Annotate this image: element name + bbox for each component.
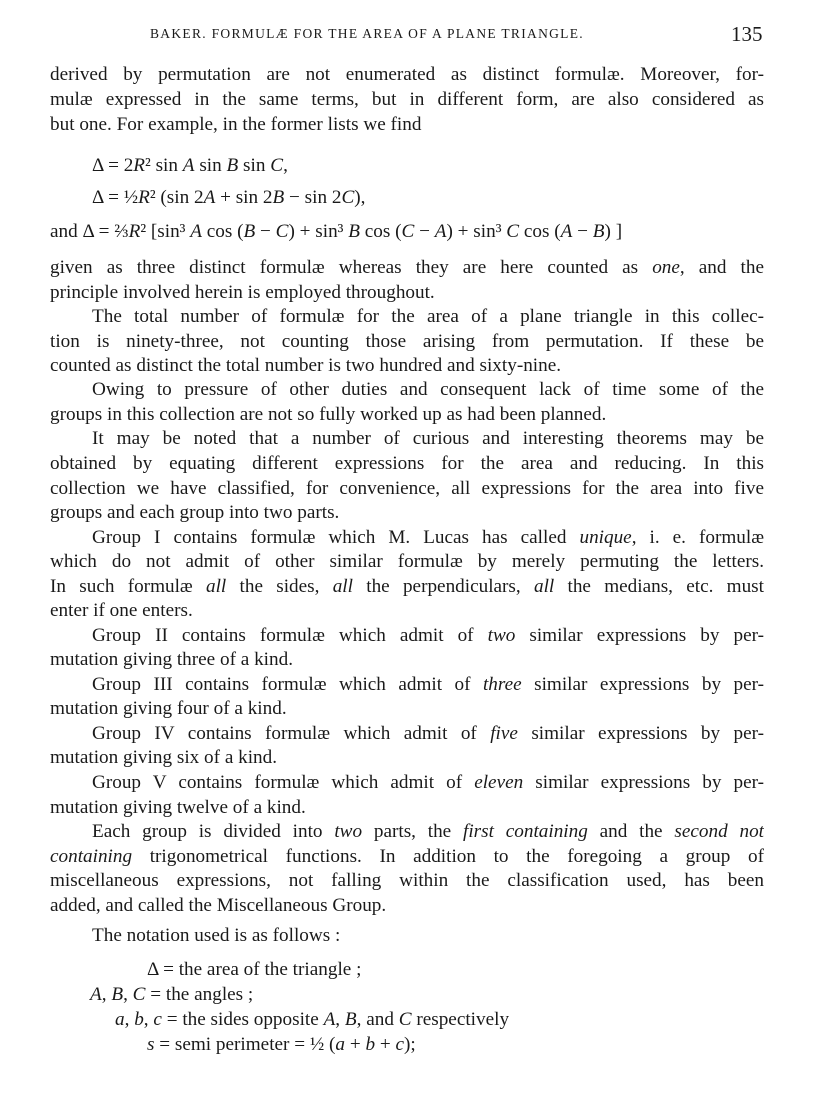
text-run: Δ = the area of the triangle ; <box>147 959 362 980</box>
text-run: Group III contains formulæ which admit of <box>92 674 483 695</box>
text-run: Each group is divided into <box>92 821 335 842</box>
text-run: similar expressions by per- <box>517 723 764 744</box>
text-line <box>92 186 764 210</box>
text-run: derived by permutation are not enumerated as distinct formulæ. Moreover, for- <box>50 64 764 85</box>
text-line <box>50 599 764 623</box>
text-line <box>50 796 764 820</box>
text-run: , <box>143 1009 154 1030</box>
text-run: + <box>375 1034 396 1055</box>
text-line <box>92 427 764 451</box>
text-run: , <box>123 984 133 1005</box>
text-line <box>92 526 764 550</box>
text-run: Group II contains formulæ which admit of <box>92 625 488 646</box>
text-run: given as three distinct formulæ whereas they are here counted as <box>50 257 653 278</box>
text-run: similar expressions by per- <box>521 674 764 695</box>
text-run: sin <box>238 155 271 176</box>
text-line <box>50 746 764 770</box>
text-run: added, and called the Miscellaneous Group. <box>50 895 387 916</box>
italic-text: c <box>395 1034 404 1055</box>
text-run: enter if one enters. <box>50 600 193 621</box>
text-line <box>50 648 764 672</box>
italic-text: five <box>490 723 518 744</box>
text-line <box>92 924 764 948</box>
italic-text: A <box>203 187 216 208</box>
text-line <box>50 697 764 721</box>
italic-text: A <box>434 221 447 242</box>
text-run: ) + sin³ <box>288 221 349 242</box>
text-run: cos ( <box>201 221 244 242</box>
text-run: and Δ = ⅔ <box>50 221 129 242</box>
text-run: the sides, <box>226 576 333 597</box>
text-run: Group IV contains formulæ which admit of <box>92 723 491 744</box>
text-run: , <box>335 1009 345 1030</box>
text-run: mulæ expressed in the same terms, but in different form, are also considered as <box>50 89 764 110</box>
text-line <box>92 722 764 746</box>
text-run: and the <box>587 821 675 842</box>
text-line <box>50 575 764 599</box>
italic-text: A <box>560 221 573 242</box>
text-run: The total number of formulæ for the area of a plane triangle in this collec- <box>92 306 764 327</box>
italic-text: three <box>482 674 522 695</box>
text-run: mutation giving twelve of a kind. <box>50 797 306 818</box>
text-run: ² sin <box>145 155 183 176</box>
text-run: trigonometrical functions. In addition to the foregoing a group of <box>132 846 764 867</box>
text-run: Δ = 2 <box>92 155 134 176</box>
text-run: cos ( <box>359 221 402 242</box>
page-number: 135 <box>731 22 763 46</box>
italic-text: B <box>243 221 256 242</box>
italic-text: all <box>332 576 353 597</box>
text-line <box>92 673 764 697</box>
text-run: The notation used is as follows : <box>92 925 341 946</box>
italic-text: C <box>275 221 289 242</box>
text-line <box>50 256 764 280</box>
text-run: − <box>255 221 276 242</box>
text-run: counted as distinct the total number is two hundred and sixty-nine. <box>50 355 562 376</box>
text-run: miscellaneous expressions, not falling within the classification used, has been <box>50 870 764 891</box>
text-run: ), <box>354 187 366 208</box>
text-run: Group V contains formulæ which admit of <box>92 772 475 793</box>
text-line <box>115 1008 764 1032</box>
italic-text: C <box>132 984 146 1005</box>
italic-text: two <box>334 821 363 842</box>
italic-text: A <box>182 155 195 176</box>
italic-text: B <box>348 221 360 242</box>
text-run: parts, the <box>362 821 464 842</box>
text-run: but one. For example, in the former lists we find <box>50 114 422 135</box>
text-run: + sin 2 <box>215 187 273 208</box>
text-run: principle involved herein is employed throughout. <box>50 282 435 303</box>
italic-text: C <box>401 221 415 242</box>
text-line <box>92 305 764 329</box>
text-line <box>50 452 764 476</box>
italic-text: all <box>206 576 227 597</box>
text-line <box>50 403 764 427</box>
italic-text: a <box>115 1009 125 1030</box>
text-run: ² (sin 2 <box>149 187 204 208</box>
text-run: , and the <box>679 257 764 278</box>
text-line <box>50 550 764 574</box>
italic-text: b <box>365 1034 376 1055</box>
text-line <box>90 983 764 1007</box>
text-run: collection we have classified, for convenience, all expressions for the area into five <box>50 478 764 499</box>
italic-text: second not <box>674 821 764 842</box>
text-line <box>92 154 764 178</box>
text-run: , <box>124 1009 135 1030</box>
italic-text: first containing <box>463 821 588 842</box>
text-run: cos ( <box>519 221 561 242</box>
text-line <box>50 330 764 354</box>
text-run: = semi perimeter = ½ ( <box>154 1034 336 1055</box>
text-run: − <box>414 221 435 242</box>
italic-text: A <box>190 221 202 242</box>
text-run: similar expressions by per- <box>515 625 764 646</box>
text-run: − sin 2 <box>284 187 342 208</box>
italic-text: one <box>652 257 680 278</box>
text-run: , <box>101 984 112 1005</box>
italic-text: R <box>133 155 146 176</box>
text-line <box>50 354 764 378</box>
text-run: , and <box>356 1009 399 1030</box>
italic-text: C <box>506 221 520 242</box>
text-run: similar expressions by per- <box>523 772 764 793</box>
italic-text: two <box>487 625 516 646</box>
italic-text: R <box>138 187 150 208</box>
running-header: BAKER. FORMULÆ FOR THE AREA OF A PLANE TRIANGLE. <box>150 26 584 41</box>
text-run: Owing to pressure of other duties and consequent lack of time some of the <box>92 379 764 400</box>
text-line <box>50 281 764 305</box>
text-run: , i. e. formulæ <box>631 527 764 548</box>
text-run: = the angles ; <box>145 984 254 1005</box>
text-run: which do not admit of other similar formulæ by merely permuting the letters. <box>50 551 764 572</box>
text-line <box>147 1033 764 1057</box>
text-run: groups in this collection are not so fully worked up as had been planned. <box>50 404 607 425</box>
italic-text: s <box>147 1034 155 1055</box>
text-line <box>50 113 764 137</box>
text-run: = the sides opposite <box>161 1009 324 1030</box>
text-run: Group I contains formulæ which M. Lucas has called <box>92 527 580 548</box>
italic-text: b <box>134 1009 144 1030</box>
italic-text: eleven <box>474 772 524 793</box>
italic-text: B <box>592 221 605 242</box>
text-run: In such formulæ <box>50 576 206 597</box>
italic-text: C <box>398 1009 412 1030</box>
text-run: , <box>283 155 288 176</box>
text-line <box>92 624 764 648</box>
text-line <box>50 501 764 525</box>
text-line <box>50 845 764 869</box>
text-run: mutation giving three of a kind. <box>50 649 293 670</box>
italic-text: B <box>111 984 124 1005</box>
italic-text: B <box>344 1009 357 1030</box>
text-run: sin <box>194 155 227 176</box>
italic-text: A <box>90 984 102 1005</box>
italic-text: A <box>323 1009 336 1030</box>
italic-text: c <box>153 1009 162 1030</box>
text-line <box>50 63 764 87</box>
text-run: + <box>345 1034 366 1055</box>
text-line <box>50 88 764 112</box>
text-run: Δ = ½ <box>92 187 139 208</box>
italic-text: all <box>533 576 555 597</box>
text-run: the medians, etc. must <box>554 576 764 597</box>
italic-text: B <box>272 187 285 208</box>
text-run: ² [sin³ <box>140 221 191 242</box>
italic-text: R <box>128 221 141 242</box>
text-run: mutation giving four of a kind. <box>50 698 287 719</box>
text-run: ); <box>403 1034 416 1055</box>
text-run: the perpendiculars, <box>352 576 534 597</box>
text-line <box>147 958 764 982</box>
text-run: It may be noted that a number of curious and interesting theorems may be <box>92 428 764 449</box>
italic-text: a <box>335 1034 346 1055</box>
text-run: mutation giving six of a kind. <box>50 747 278 768</box>
text-run: obtained by equating different expressions for the area and reducing. In this <box>50 453 764 474</box>
text-line <box>50 869 764 893</box>
text-run: tion is ninety-three, not counting those arising from permutation. If these be <box>50 331 764 352</box>
text-line <box>92 820 764 844</box>
text-run: respectively <box>411 1009 510 1030</box>
text-line <box>92 378 764 402</box>
text-line <box>50 894 764 918</box>
italic-text: containing <box>50 846 133 867</box>
text-run: ) ] <box>604 221 623 242</box>
italic-text: B <box>226 155 239 176</box>
text-line <box>50 477 764 501</box>
text-run: ) + sin³ <box>446 221 507 242</box>
text-line <box>50 220 764 244</box>
italic-text: C <box>341 187 355 208</box>
text-line <box>92 771 764 795</box>
text-run: − <box>572 221 593 242</box>
italic-text: C <box>270 155 284 176</box>
text-run: groups and each group into two parts. <box>50 502 340 523</box>
italic-text: unique <box>579 527 632 548</box>
